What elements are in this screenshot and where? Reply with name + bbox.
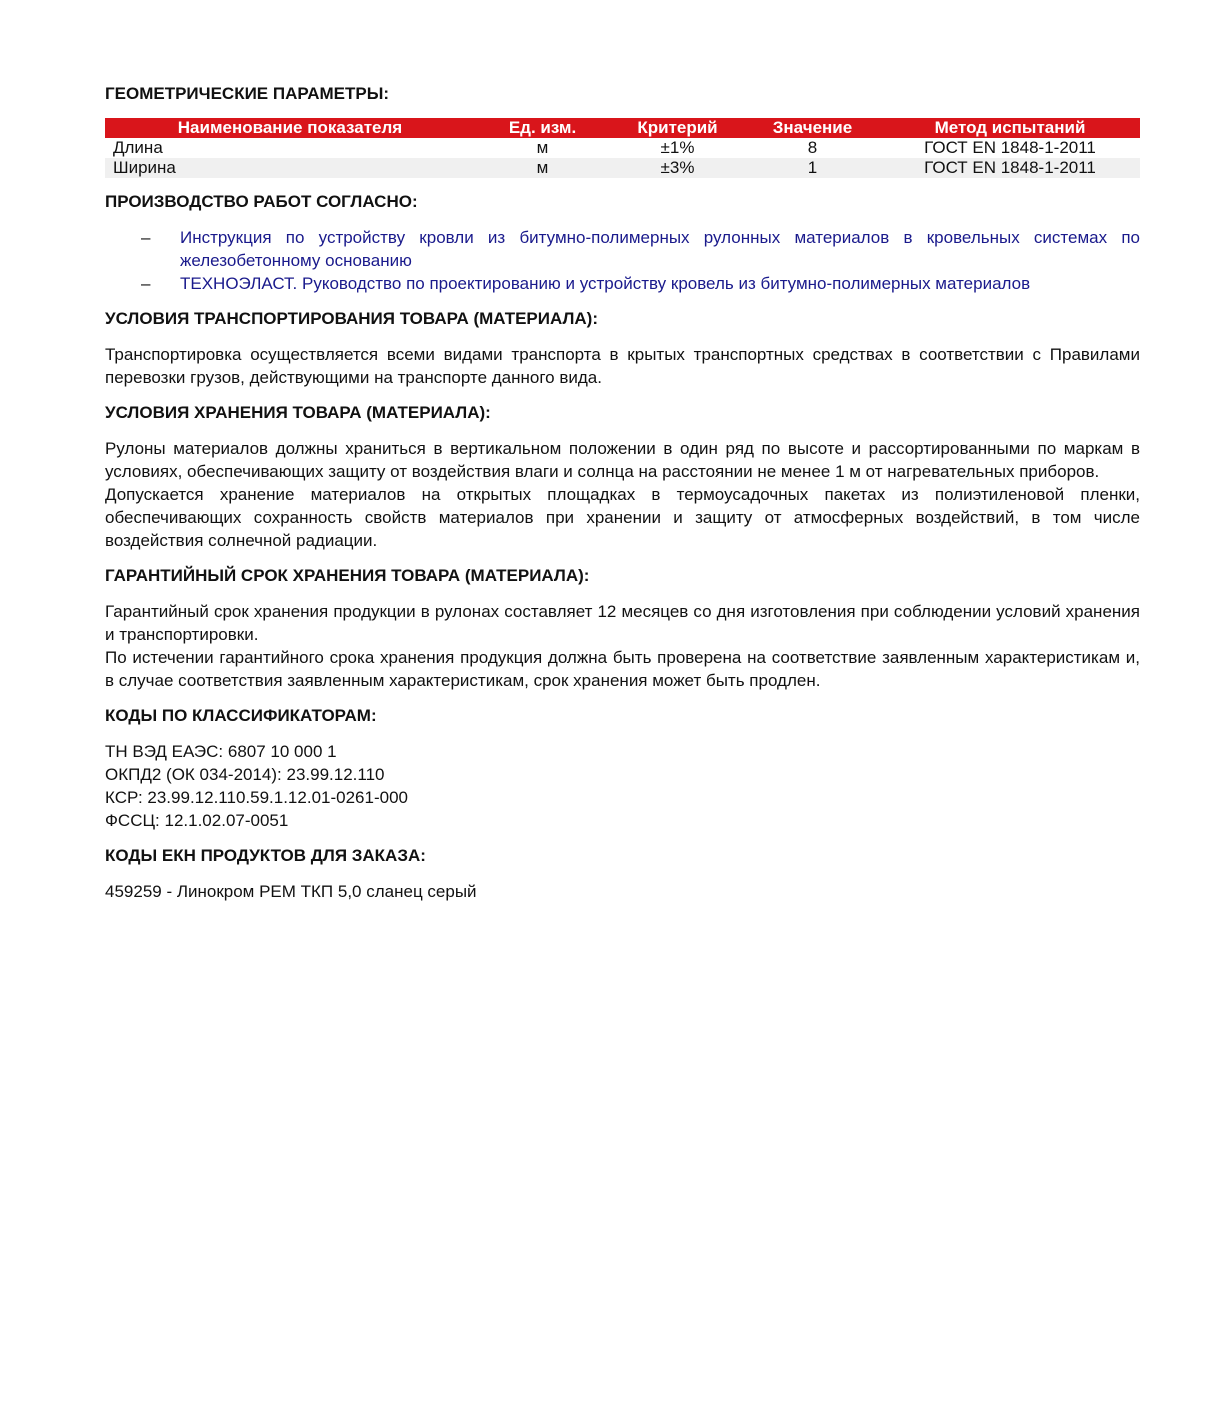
cell-value: 1 bbox=[745, 158, 880, 178]
document-content bbox=[105, 82, 1140, 903]
code-line: ОКПД2 (ОК 034-2014): 23.99.12.110 bbox=[105, 765, 385, 784]
cell-name: Ширина bbox=[105, 158, 475, 178]
cell-criterion: ±1% bbox=[660, 138, 695, 157]
warranty-body bbox=[105, 600, 1140, 692]
paragraph: Транспортировка осуществляется всеми видами транспорта в крытых транспортных средствах в соответствии с Правилами перевозки грузов, действующими на транспорте данного вида. bbox=[105, 345, 1140, 387]
classifier-codes bbox=[105, 740, 1140, 832]
col-header-method: Метод испытаний bbox=[880, 118, 1140, 138]
table-row bbox=[105, 158, 1140, 178]
col-header-name: Наименование показателя bbox=[105, 118, 475, 138]
cell-method: ГОСТ EN 1848-1-2011 bbox=[880, 158, 1140, 178]
cell-unit: м bbox=[536, 138, 549, 157]
transport-body bbox=[105, 343, 1140, 389]
col-header-criterion: Критерий bbox=[610, 118, 745, 138]
col-header-value: Значение bbox=[745, 118, 880, 138]
table-row bbox=[105, 138, 1140, 158]
code-line: ТН ВЭД ЕАЭС: 6807 10 000 1 bbox=[105, 742, 337, 761]
ekn-heading: КОДЫ ЕКН ПРОДУКТОВ ДЛЯ ЗАКАЗА: bbox=[105, 846, 426, 865]
transport-heading: УСЛОВИЯ ТРАНСПОРТИРОВАНИЯ ТОВАРА (МАТЕРИАЛА): bbox=[105, 309, 598, 328]
ekn-code-line: 459259 - Линокром РЕМ ТКП 5,0 сланец серый bbox=[105, 882, 477, 901]
reference-item-instruction[interactable] bbox=[105, 226, 1140, 272]
reference-item-guide[interactable] bbox=[105, 272, 1140, 295]
production-reference-list bbox=[105, 226, 1140, 295]
warranty-heading: ГАРАНТИЙНЫЙ СРОК ХРАНЕНИЯ ТОВАРА (МАТЕРИАЛА): bbox=[105, 566, 590, 585]
cell-criterion: ±3% bbox=[610, 158, 745, 178]
paragraph: Допускается хранение материалов на открытых площадках в термоусадочных пакетах из полиэтиленовой пленки, обеспечивающих сохранность свойств материалов при хранении и защиту от атмосферных воздействий, в том числе воздействия солнечной радиации. bbox=[105, 485, 1140, 550]
cell-name: Длина bbox=[113, 138, 163, 157]
storage-body bbox=[105, 437, 1140, 552]
list-dash: – bbox=[141, 274, 151, 293]
code-line: ФССЦ: 12.1.02.07-0051 bbox=[105, 811, 289, 830]
code-line: КСР: 23.99.12.110.59.1.12.01-0261-000 bbox=[105, 788, 408, 807]
geometry-heading: ГЕОМЕТРИЧЕСКИЕ ПАРАМЕТРЫ: bbox=[105, 84, 390, 103]
cell-unit: м bbox=[475, 158, 610, 178]
codes-heading: КОДЫ ПО КЛАССИФИКАТОРАМ: bbox=[105, 706, 377, 725]
cell-method: ГОСТ EN 1848-1-2011 bbox=[924, 138, 1096, 157]
list-dash: – bbox=[141, 228, 151, 247]
paragraph: Гарантийный срок хранения продукции в рулонах составляет 12 месяцев со дня изготовления при соблюдении условий хранения и транспортировки. bbox=[105, 602, 1140, 644]
table-header-row bbox=[105, 118, 1140, 138]
ekn-codes bbox=[105, 880, 1140, 903]
col-header-unit: Ед. изм. bbox=[475, 118, 610, 138]
geometry-table bbox=[105, 118, 1140, 178]
production-heading: ПРОИЗВОДСТВО РАБОТ СОГЛАСНО: bbox=[105, 192, 418, 211]
cell-value: 8 bbox=[807, 138, 818, 157]
paragraph: По истечении гарантийного срока хранения продукция должна быть проверена на соответствие заявленным характеристикам и, в случае соответствия заявленным характеристикам, срок хранения может быть продлен. bbox=[105, 648, 1140, 690]
reference-link[interactable]: ТЕХНОЭЛАСТ. Руководство по проектированию и устройству кровель из битумно-полимерных материалов bbox=[180, 274, 1031, 293]
storage-heading: УСЛОВИЯ ХРАНЕНИЯ ТОВАРА (МАТЕРИАЛА): bbox=[105, 403, 491, 422]
reference-link[interactable]: Инструкция по устройству кровли из битумно-полимерных рулонных материалов в кровельных системах по железобетонному основанию bbox=[180, 228, 1140, 270]
paragraph: Рулоны материалов должны храниться в вертикальном положении в один ряд по высоте и рассортированными по маркам в условиях, обеспечивающих защиту от воздействия влаги и солнца на расстоянии не менее 1 м от нагревательных приборов. bbox=[105, 439, 1140, 481]
